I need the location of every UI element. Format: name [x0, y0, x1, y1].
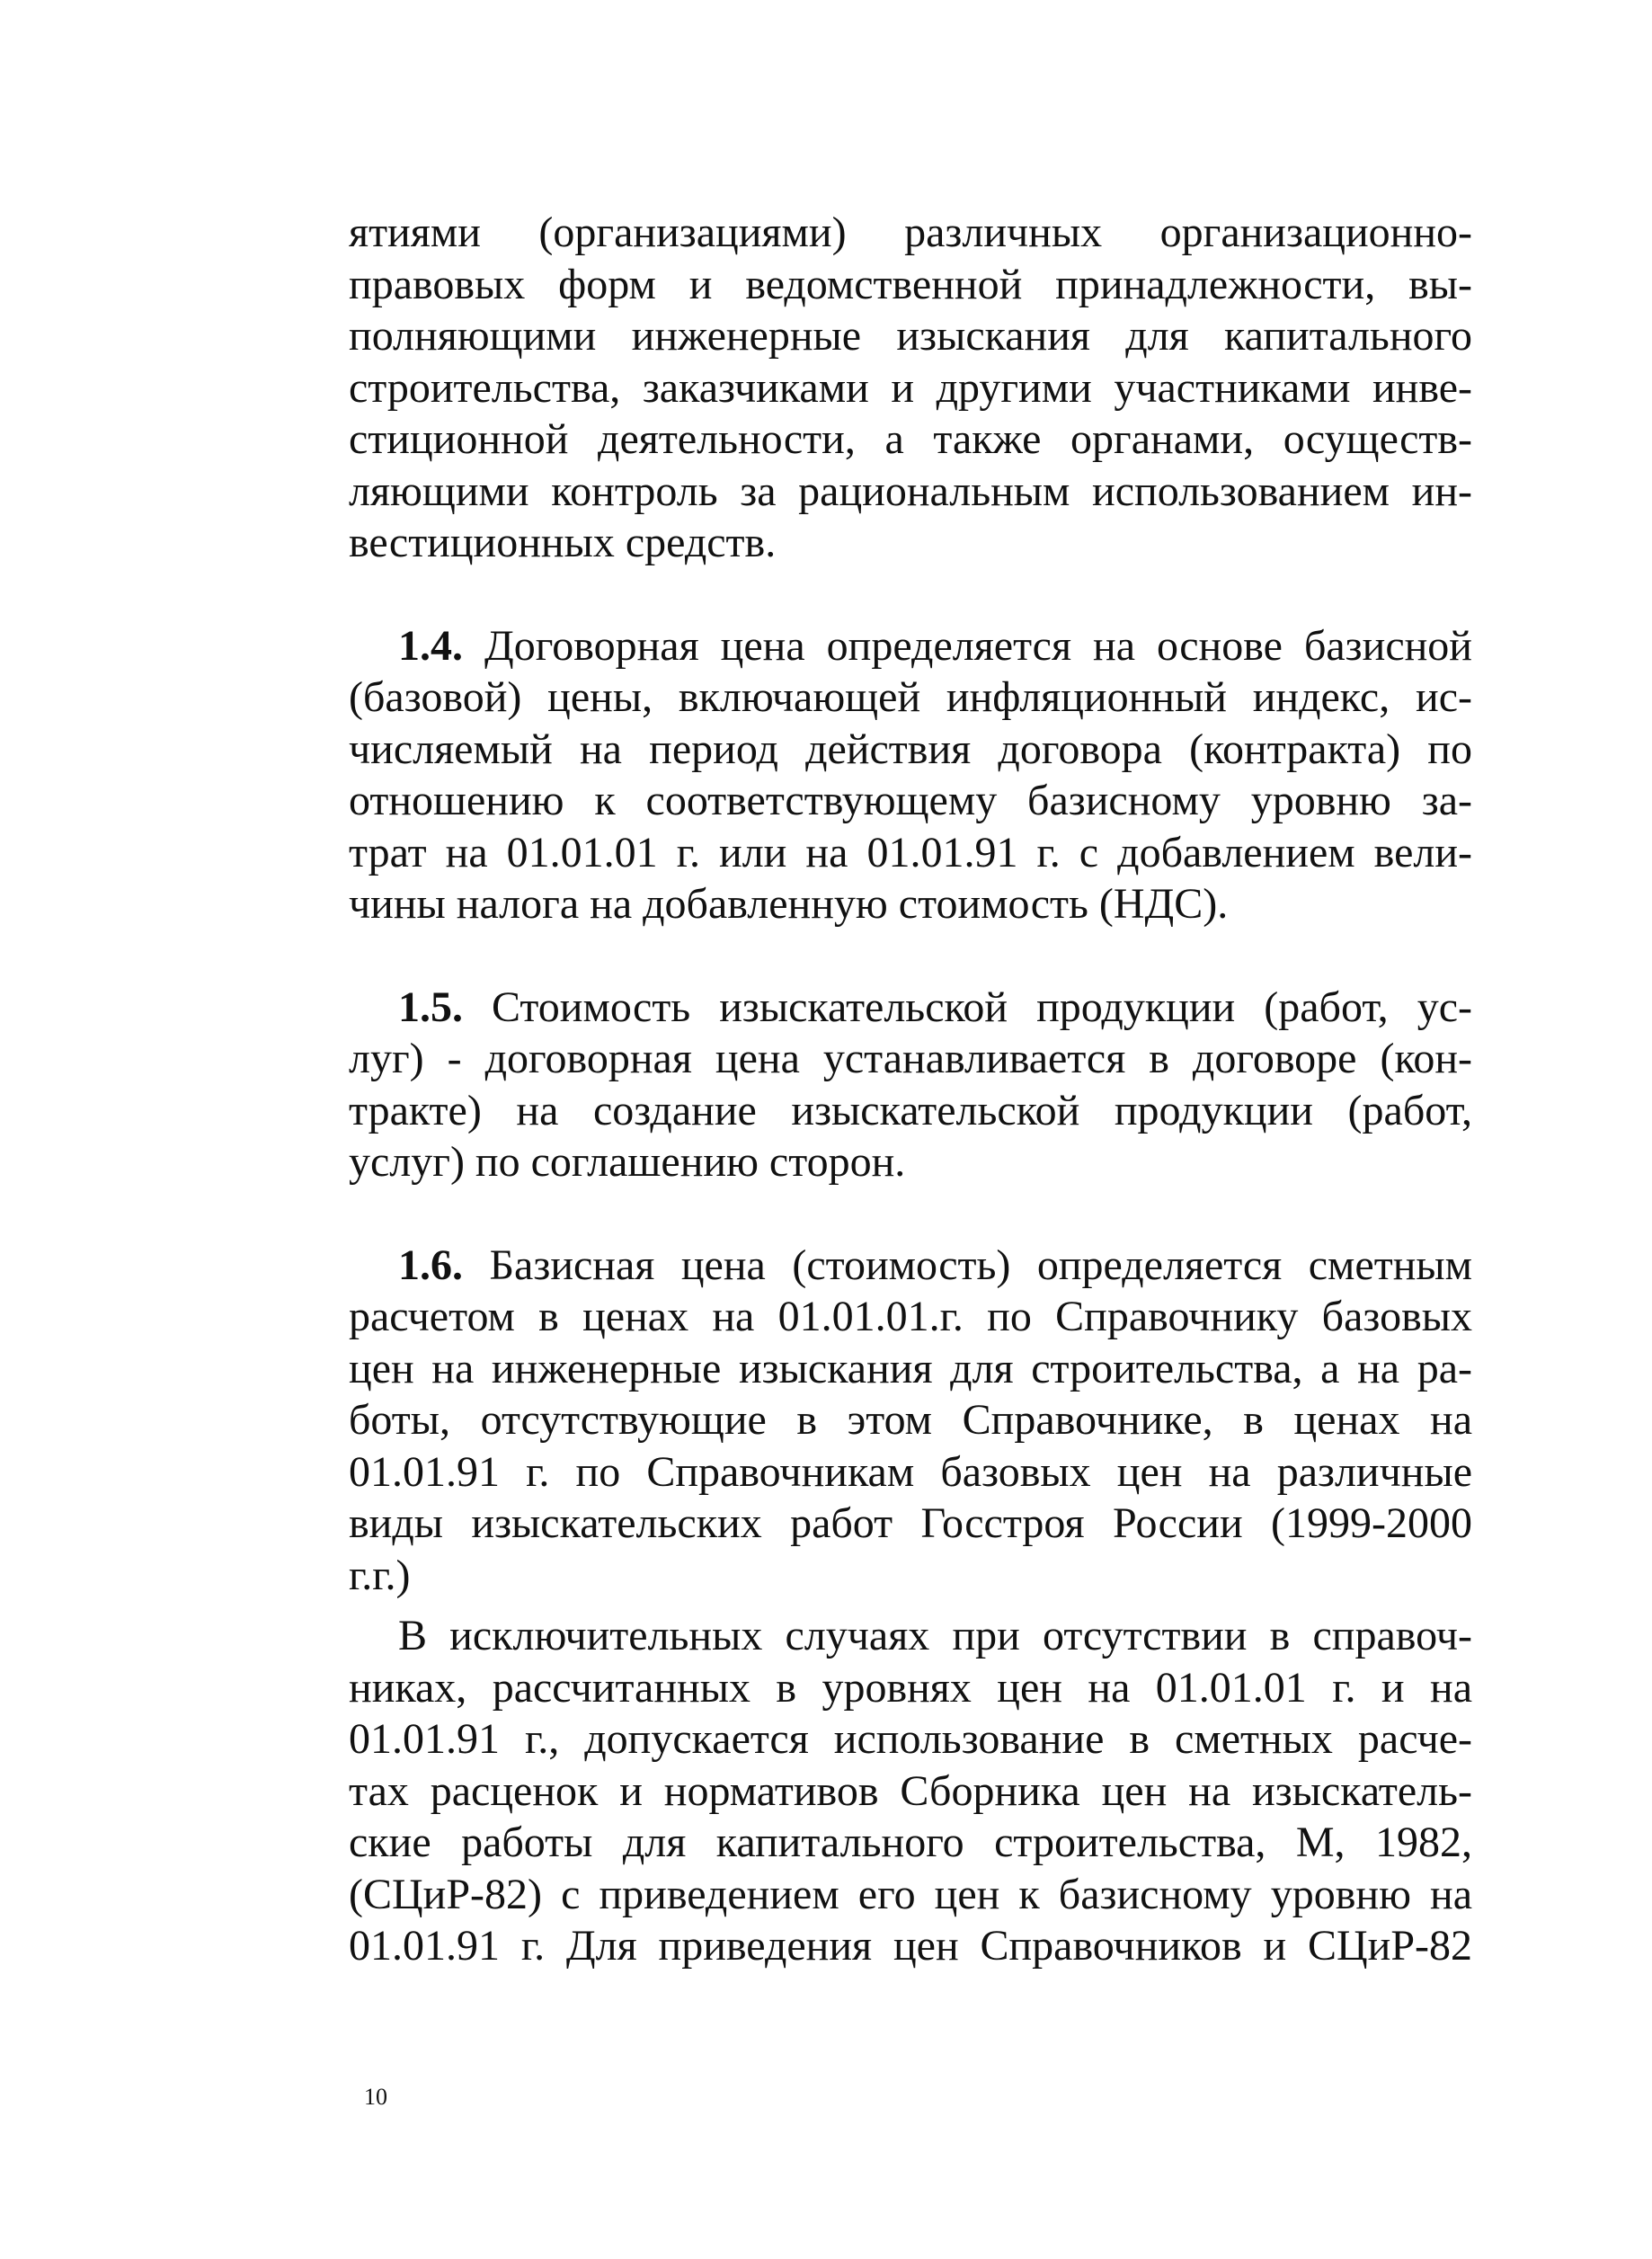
- text-line: никах, рассчитанных в уровнях цен на 01.01.01 г. и на: [349, 1663, 1472, 1712]
- paragraph-1-4: [349, 620, 1472, 930]
- paragraph-1-5: [349, 982, 1472, 1188]
- text-line: 01.01.91 г. Для приведения цен Справочников и СЦиР-82: [349, 1922, 1472, 1970]
- clause-number: 1.5.: [398, 983, 463, 1031]
- text-line: числяемый на период действия договора (контракта) по: [349, 725, 1472, 773]
- text-line: цен на инженерные изыскания для строительства, а на ра-: [349, 1344, 1472, 1392]
- text-line: боты, отсутствующие в этом Справочнике, в ценах на: [349, 1396, 1472, 1444]
- text-line: 01.01.91 г., допускается использование в сметных расче-: [349, 1715, 1472, 1763]
- text-line: 1.6. Базисная цена (стоимость) определяется сметным: [398, 1241, 1472, 1289]
- text-line: тах расценок и нормативов Сборника цен на изыскатель-: [349, 1766, 1472, 1815]
- paragraph-exceptional-cases: [349, 1610, 1472, 1972]
- text-line: (базовой) цены, включающей инфляционный индекс, ис-: [349, 673, 1472, 721]
- text-line: расчетом в ценах на 01.01.01.г. по Справочнику базовых: [349, 1293, 1472, 1340]
- text-line: В исключительных случаях при отсутствии в справоч-: [398, 1612, 1472, 1659]
- text-line: ятиями (организациями) различных организационно-: [349, 209, 1472, 256]
- text-line: 1.5. Стоимость изыскательской продукции (работ, ус-: [398, 983, 1472, 1031]
- clause-number: 1.4.: [398, 621, 463, 670]
- text-line: строительства, заказчиками и другими участниками инве-: [349, 363, 1472, 412]
- paragraph-continuation: [349, 207, 1472, 569]
- text-line: трат на 01.01.01 г. или на 01.01.91 г. с добавлением вели-: [349, 828, 1472, 876]
- text-line: тракте) на создание изыскательской продукции (работ,: [349, 1086, 1472, 1134]
- paragraph-1-6: [349, 1240, 1472, 1602]
- text-line: услуг) по соглашению сторон.: [349, 1138, 906, 1186]
- text-line: 1.4. Договорная цена определяется на основе базисной: [398, 621, 1472, 670]
- text-line: ские работы для капитального строительства, М, 1982,: [349, 1819, 1472, 1866]
- text-line: г.г.): [349, 1551, 411, 1599]
- text-line: луг) - договорная цена устанавливается в договоре (кон-: [349, 1035, 1472, 1082]
- text-line: вестиционных средств.: [349, 519, 777, 566]
- text-line: отношению к соответствующему базисному уровню за-: [349, 777, 1472, 824]
- text-line: 01.01.91 г. по Справочникам базовых цен на различные: [349, 1447, 1472, 1496]
- text-line: ляющими контроль за рациональным использованием ин-: [349, 467, 1472, 515]
- text-line: правовых форм и ведомственной принадлежности, вы-: [349, 260, 1472, 308]
- text-line: чины налога на добавленную стоимость (НДС).: [349, 880, 1229, 928]
- clause-number: 1.6.: [398, 1241, 463, 1289]
- text-line: полняющими инженерные изыскания для капитального: [349, 312, 1472, 360]
- text-line: виды изыскательских работ Госстроя России (1999-2000: [349, 1499, 1472, 1547]
- page-number: 10: [364, 2084, 387, 2110]
- text-line: (СЦиР-82) с приведением его цен к базисному уровню на: [349, 1870, 1472, 1918]
- text-line: стиционной деятельности, а также органами, осуществ-: [349, 415, 1472, 463]
- document-body: [349, 207, 1472, 1972]
